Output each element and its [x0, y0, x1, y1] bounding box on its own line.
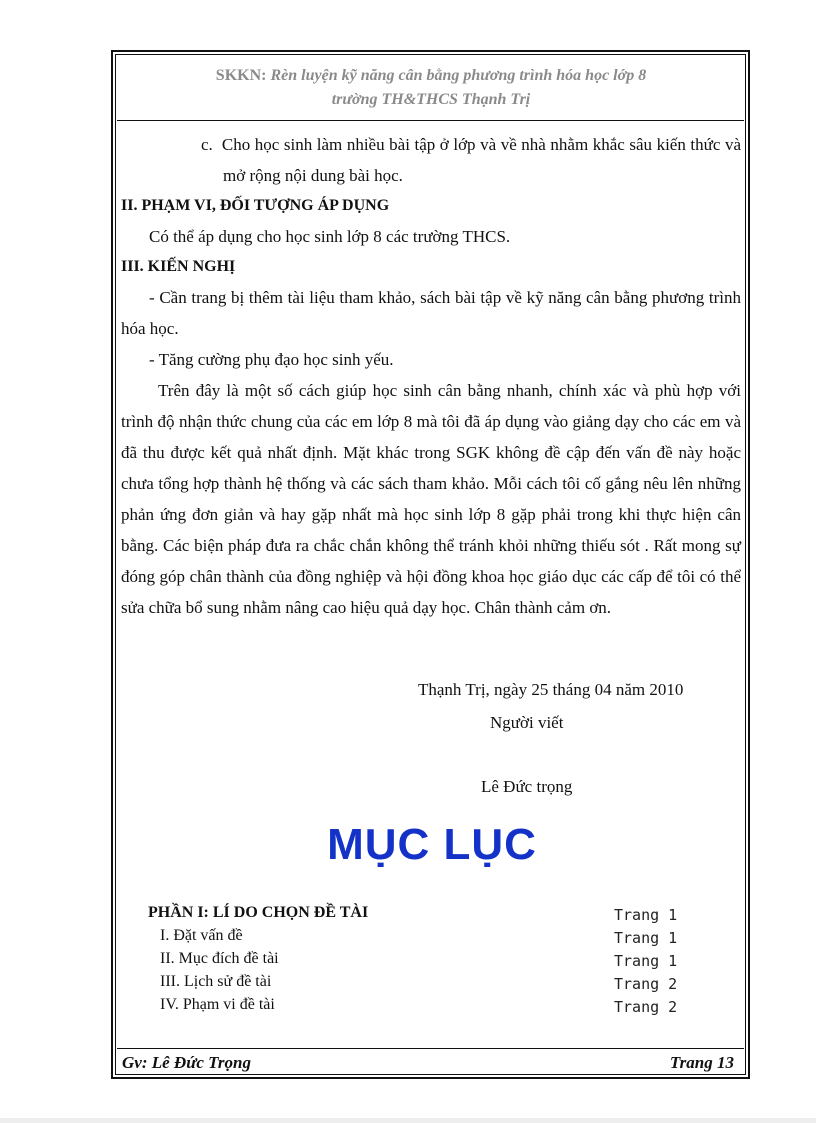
list-item-c — [121, 129, 741, 191]
toc-row-page: Trang 2 — [614, 975, 678, 993]
header-lead: SKKN: — [215, 67, 267, 84]
toc-row-label: II. Mục đích đề tài — [160, 950, 279, 967]
section-2-title: II. PHẠM VI, ĐỐI TƯỢNG ÁP DỤNG — [121, 197, 390, 214]
toc-row-label: IV. Phạm vi đề tài — [160, 996, 275, 1013]
header-title-line-2: trường TH&THCS Thạnh Trị — [331, 91, 531, 108]
table-of-contents — [148, 904, 708, 1019]
toc-row-label: I. Đặt vấn đề — [160, 927, 243, 944]
footer-author: Gv: Lê Đức Trọng — [122, 1053, 251, 1072]
toc-row-page: Trang 1 — [614, 952, 678, 970]
toc-row[interactable] — [148, 996, 708, 1019]
signature-name: Lê Đức trọng — [481, 777, 573, 796]
section-3-item-2: - Tăng cường phụ đạo học sinh yếu. — [149, 350, 394, 369]
toc-title: MỤC LỤC — [327, 820, 537, 869]
section-2-text: Có thể áp dụng cho học sinh lớp 8 các trường THCS. — [149, 227, 511, 246]
toc-row-label: PHẦN I: LÍ DO CHỌN ĐỀ TÀI — [148, 904, 369, 921]
list-item-c-text: Cho học sinh làm nhiều bài tập ở lớp và về nhà nhằm khắc sâu kiến thức và mở rộng nội dung bài học. — [221, 135, 741, 185]
closing-paragraph: Trên đây là một số cách giúp học sinh cân bằng nhanh, chính xác và phù hợp với trình độ nhận thức chung của các em lớp 8 mà tôi đã áp dụng vào giảng dạy cho các em và đã thu được kết quả nhất định. Mặt khác trong SGK không đề cập đến vấn đề này hoặc chưa tổng hợp thành hệ thống và các sách tham khảo. Mỗi cách tôi cố gắng nêu lên những phản ứng đơn giản và hay gặp nhất mà học sinh lớp 8 gặp phải trong khi thực hiện cân bằng. Các biện pháp đưa ra chắc chắn không thể tránh khỏi những thiếu sót . Rất mong sự đóng góp chân thành của đồng nghiệp và hội đồng khoa học giáo dục các cấp để tôi có thể sửa chữa bổ sung nhằm nâng cao hiệu quả dạy học. Chân thành cảm ơn. — [121, 381, 741, 617]
list-item-c-label: c. — [201, 135, 213, 154]
header-divider — [117, 120, 744, 121]
viewer-bottom-edge — [0, 1118, 816, 1123]
document-body — [121, 126, 741, 623]
footer-page-number: Trang 13 — [669, 1053, 734, 1072]
toc-row[interactable] — [148, 927, 708, 950]
page-header — [122, 64, 740, 112]
toc-row[interactable] — [148, 973, 708, 996]
toc-row-label: III. Lịch sử đề tài — [160, 973, 272, 990]
section-3-title: III. KIẾN NGHỊ — [121, 258, 236, 275]
signature-role: Người viết — [490, 713, 564, 732]
signature-place-date: Thạnh Trị, ngày 25 tháng 04 năm 2010 — [418, 680, 684, 699]
header-title-line-1: Rèn luyện kỹ năng cân bằng phương trình hóa học lớp 8 — [270, 67, 647, 84]
toc-row-page: Trang 1 — [614, 906, 678, 924]
footer-divider — [117, 1048, 744, 1049]
section-3-item-1: - Cần trang bị thêm tài liệu tham khảo, sách bài tập về kỹ năng cân bằng phương trình hóa học. — [121, 288, 741, 338]
toc-row-page: Trang 1 — [614, 929, 678, 947]
toc-row[interactable] — [148, 950, 708, 973]
toc-row[interactable] — [148, 904, 708, 927]
header-line-1 — [122, 64, 740, 88]
toc-row-page: Trang 2 — [614, 998, 678, 1016]
